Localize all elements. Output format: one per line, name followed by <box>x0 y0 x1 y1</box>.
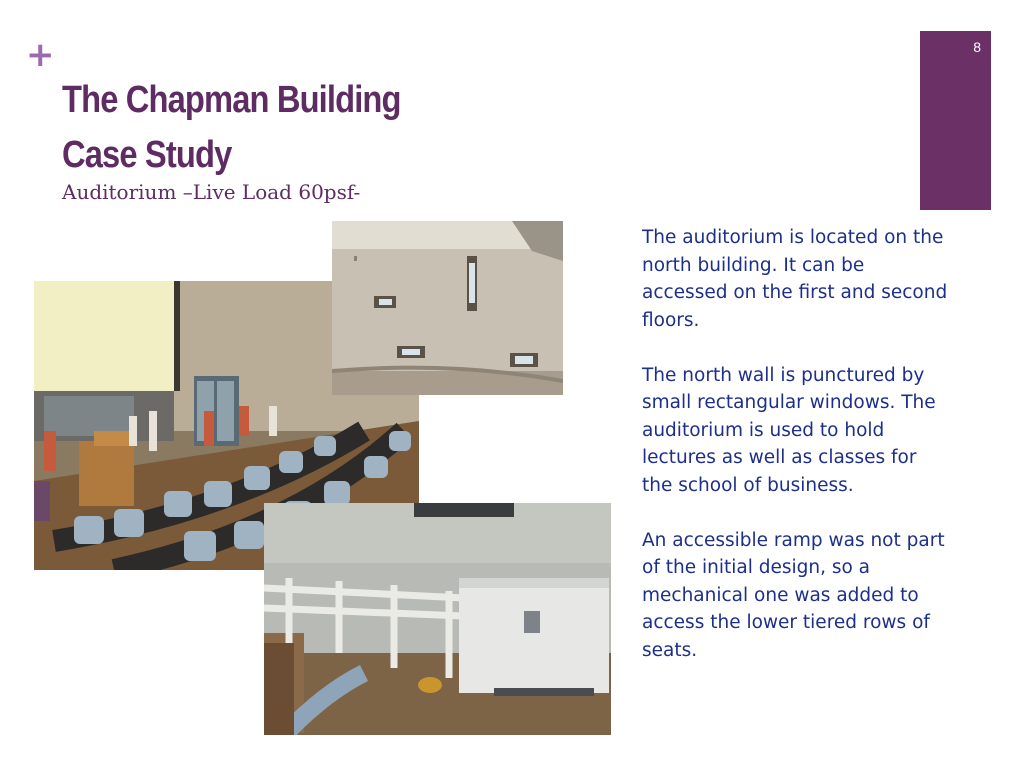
title-line-1: The Chapman Building <box>62 79 401 121</box>
slide-title <box>62 73 509 183</box>
paragraph-north-wall: The north wall is punctured by small rectangular windows. The auditorium is used to hold lectures as well as classes for the school of business. <box>642 364 936 496</box>
body-text <box>642 224 952 692</box>
title-line-2: Case Study <box>62 134 232 176</box>
slide-subtitle: Auditorium –Live Load 60psf- <box>62 180 361 204</box>
north-wall-photo <box>332 221 563 395</box>
paragraph-ramp: An accessible ramp was not part of the initial design, so a mechanical one was added to access the lower tiered rows of seats. <box>642 529 945 661</box>
page-number-box <box>920 31 991 210</box>
plus-icon: + <box>26 35 55 75</box>
ramp-lift-photo <box>264 503 611 735</box>
page-number: 8 <box>973 39 981 55</box>
paragraph-location: The auditorium is located on the north building. It can be accessed on the first and second floors. <box>642 227 948 331</box>
